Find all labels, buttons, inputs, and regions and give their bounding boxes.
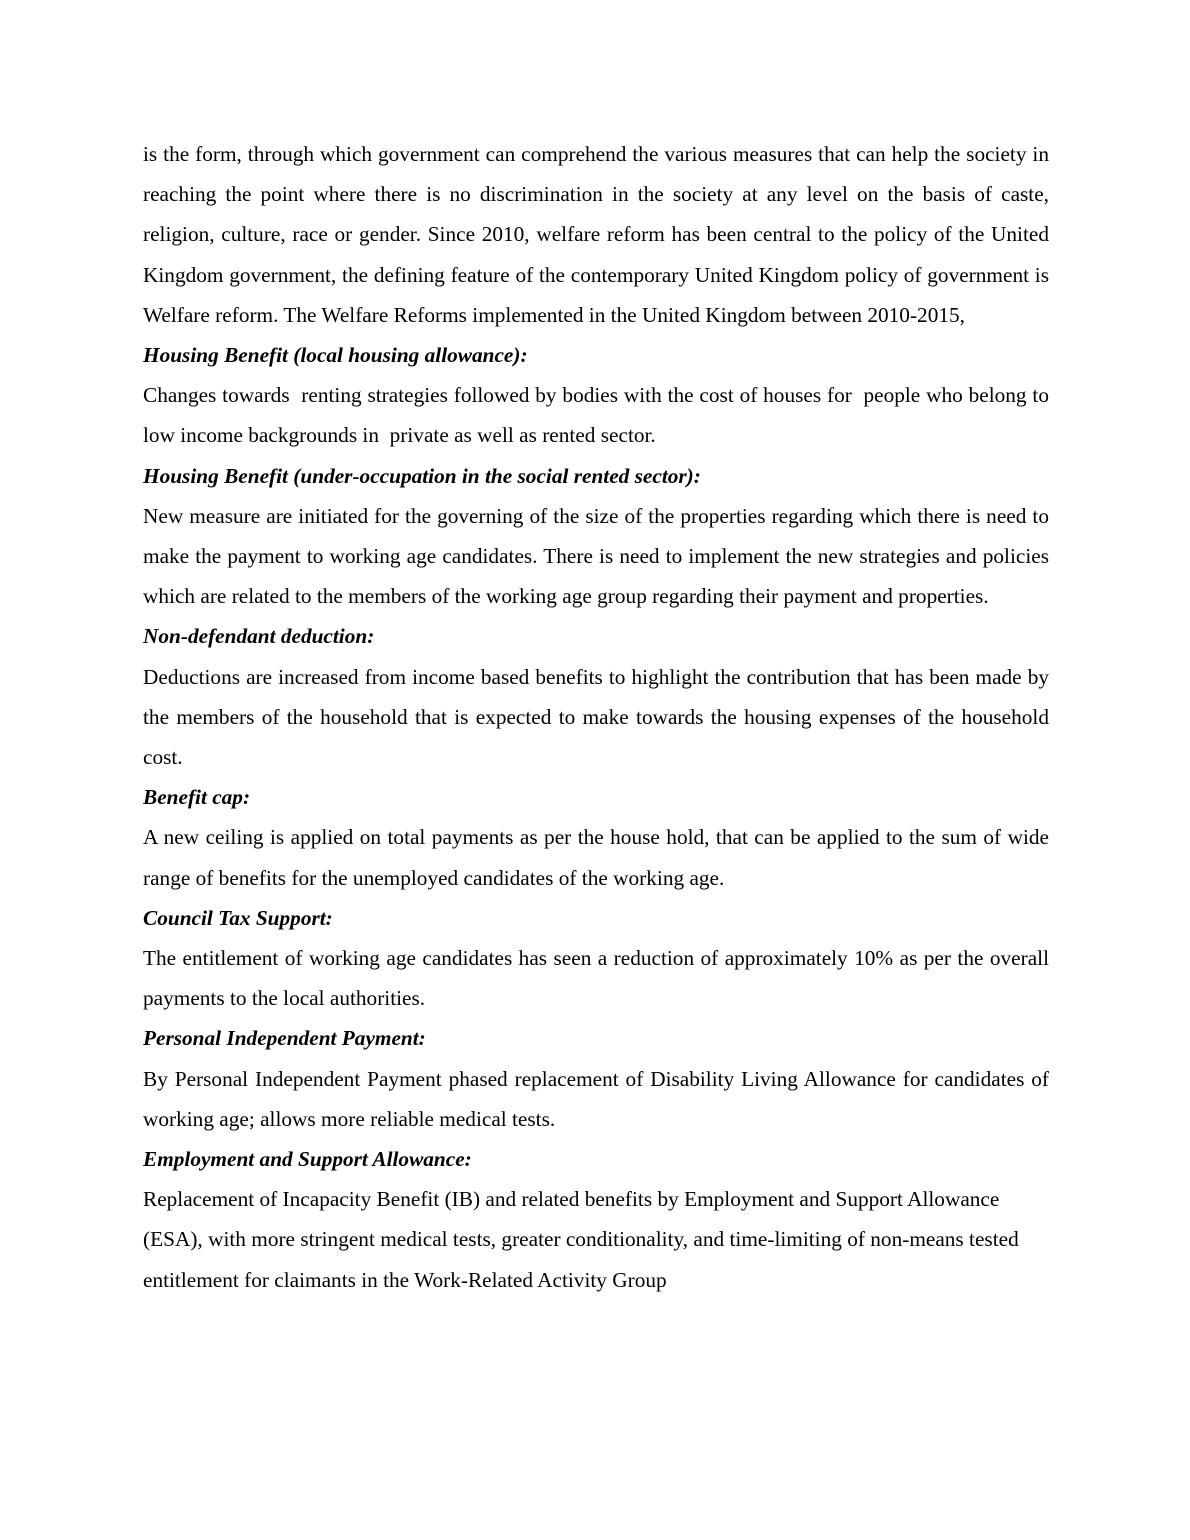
document-page (143, 134, 1055, 1300)
section-heading-benefit-cap: Benefit cap: (143, 785, 251, 810)
section-body-housing-benefit-under-occupation: New measure are initiated for the governing of the size of the properties regarding which there is need to make the payment to working age candidates. There is need to implement the new strategies and policies which are related to the members of the working age group regarding their payment and properties. (143, 503, 1055, 609)
section-body-non-defendant-deduction: Deductions are increased from income based benefits to highlight the contribution that has been made by the members of the household that is expected to make towards the housing expenses of the household cost. (143, 664, 1055, 770)
section-heading-non-defendant-deduction: Non-defendant deduction: (143, 624, 375, 649)
section-body-personal-independent-payment: By Personal Independent Payment phased replacement of Disability Living Allowance for candidates of working age; allows more reliable medical tests. (143, 1066, 1055, 1131)
section-body-housing-benefit-lha: Changes towards renting strategies followed by bodies with the cost of houses for people who belong to low income backgrounds in private as well as rented sector. (143, 383, 1055, 448)
section-heading-personal-independent-payment: Personal Independent Payment: (143, 1026, 426, 1051)
section-heading-employment-support-allowance: Employment and Support Allowance: (143, 1147, 472, 1172)
section-body-benefit-cap: A new ceiling is applied on total payments as per the house hold, that can be applied to the sum of wide range of benefits for the unemployed candidates of the working age. (143, 825, 1055, 890)
section-heading-housing-benefit-lha: Housing Benefit (local housing allowance): (143, 343, 528, 368)
section-heading-housing-benefit-under-occupation: Housing Benefit (under-occupation in the social rented sector): (143, 463, 701, 488)
section-heading-council-tax-support: Council Tax Support: (143, 905, 333, 930)
section-body-employment-support-allowance: Replacement of Incapacity Benefit (IB) and related benefits by Employment and Support Allowance (ESA), with more stringent medical tests, greater conditionality, and time-limiting of non-means tested entitlement for claimants in the Work-Related Activity Group (143, 1187, 1025, 1292)
section-body-council-tax-support: The entitlement of working age candidates has seen a reduction of approximately 10% as per the overall payments to the local authorities. (143, 946, 1055, 1011)
intro-paragraph: is the form, through which government can comprehend the various measures that can help the society in reaching the point where there is no discrimination in the society at any level on the basis of caste, religion, culture, race or gender. Since 2010, welfare reform has been central to the policy of the United Kingdom government, the defining feature of the contemporary United Kingdom policy of government is Welfare reform. The Welfare Reforms implemented in the United Kingdom between 2010-2015, (143, 142, 1055, 327)
